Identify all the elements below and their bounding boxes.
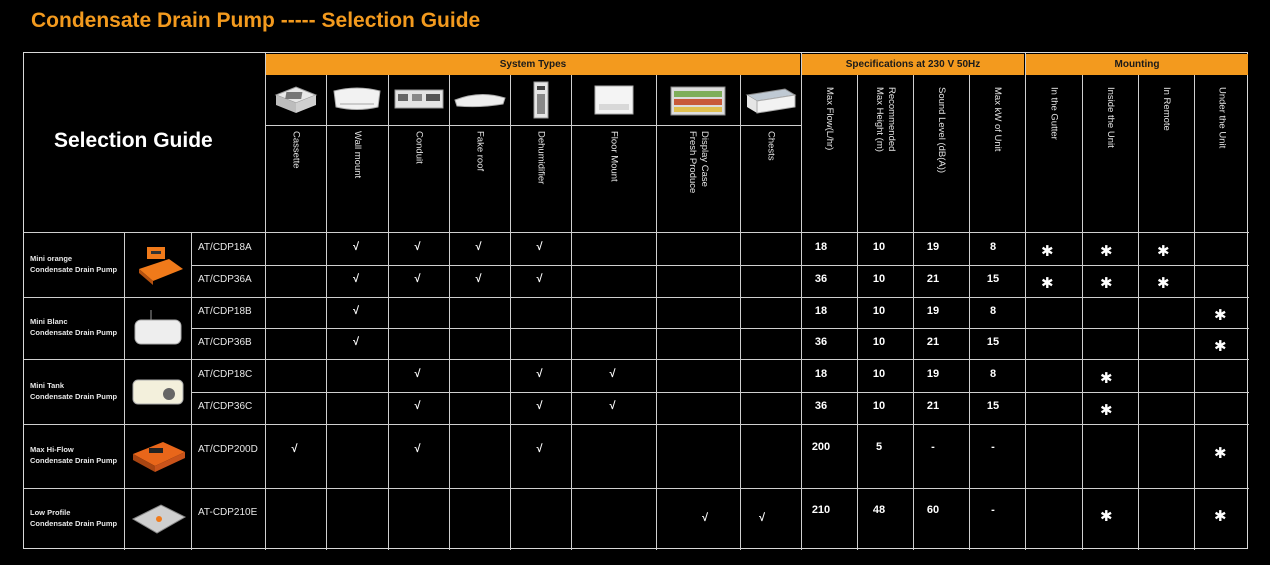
family-divider <box>24 424 1249 425</box>
model-number: AT/CDP18B <box>198 305 252 317</box>
family-name-line1: Mini Blanc <box>30 317 68 326</box>
dehumidifier-image <box>531 80 551 125</box>
model-number: AT/CDP36A <box>198 274 252 285</box>
mount-star: ✱ <box>1100 508 1113 525</box>
spec-label: Sound Level (dB(A)) <box>936 87 947 174</box>
family-name <box>30 444 117 466</box>
column-divider <box>801 53 802 550</box>
selection-table <box>23 52 1248 549</box>
model-number: AT/CDP18C <box>198 368 253 380</box>
check-mark: √ <box>759 512 766 524</box>
check-mark: √ <box>536 273 543 285</box>
family-name <box>30 253 117 275</box>
model-number: AT/CDP36C <box>198 401 253 412</box>
spec-value: 19 <box>926 367 940 380</box>
system-type-label: Fake roof <box>474 131 486 172</box>
column-divider <box>191 232 192 550</box>
spec-value: 15 <box>986 273 1000 285</box>
family-name <box>30 507 117 529</box>
spec-value: 10 <box>872 304 886 317</box>
check-mark: √ <box>609 367 616 380</box>
spec-value: 8 <box>989 304 997 317</box>
mounting-header: Mounting <box>1026 54 1248 75</box>
corner-label: Selection Guide <box>54 129 213 152</box>
family-divider <box>24 359 1249 360</box>
spec-value: 15 <box>986 400 1000 412</box>
check-mark: √ <box>475 240 482 253</box>
column-divider <box>1025 53 1026 550</box>
mount-star: ✱ <box>1214 445 1227 462</box>
mount-star: ✱ <box>1214 337 1227 355</box>
column-divider <box>571 75 572 550</box>
family-divider <box>24 297 1249 298</box>
mounting-label: Inside the Unit <box>1105 87 1116 148</box>
system-type-label: Wall mount <box>352 131 363 179</box>
check-mark: √ <box>414 400 421 412</box>
spec-value: 10 <box>872 240 886 253</box>
column-divider <box>510 75 511 550</box>
column-divider <box>1138 75 1139 550</box>
mounting-label: In the Gutter <box>1048 87 1060 140</box>
check-mark: √ <box>609 400 616 412</box>
spec-value: - <box>991 441 995 453</box>
spec-value: 19 <box>926 304 940 317</box>
mount-star: ✱ <box>1157 242 1170 260</box>
check-mark: √ <box>353 240 360 253</box>
spec-value: 15 <box>986 335 1000 348</box>
system-types-header: System Types <box>266 54 800 75</box>
check-mark: √ <box>353 335 360 348</box>
column-divider <box>857 75 858 550</box>
check-mark: √ <box>536 367 543 380</box>
spec-value: 200 <box>811 441 831 453</box>
column-divider <box>265 53 266 550</box>
mounting-label: Under the Unit <box>1216 87 1228 149</box>
system-type-label: Chests <box>765 131 777 161</box>
spec-value: 5 <box>875 441 883 453</box>
row-divider <box>191 265 1249 266</box>
system-type-label: Cassette <box>290 131 302 169</box>
model-number: AT/CDP36B <box>198 336 252 348</box>
pump-image <box>129 370 187 414</box>
row-divider <box>191 328 1249 329</box>
column-divider <box>449 75 450 550</box>
spec-value: 60 <box>926 504 940 516</box>
check-mark: √ <box>702 512 709 524</box>
column-divider <box>740 75 741 550</box>
chests-image <box>745 85 797 120</box>
spec-value: 10 <box>872 335 886 348</box>
floor-mount-image <box>593 84 635 121</box>
family-name-line2: Condensate Drain Pump <box>30 519 118 528</box>
spec-value: 48 <box>872 504 886 516</box>
check-mark: √ <box>353 304 360 317</box>
check-mark: √ <box>536 443 543 455</box>
row-divider <box>191 392 1249 393</box>
check-mark: √ <box>414 367 421 380</box>
family-name-line1: Mini Tank <box>30 380 65 390</box>
spec-label: Max kW of Unit <box>992 87 1003 152</box>
fake-roof-image <box>453 88 507 117</box>
spec-value: 18 <box>814 240 828 253</box>
wall-mount-image <box>332 85 382 120</box>
spec-value: 210 <box>811 504 831 516</box>
column-divider <box>1194 75 1195 550</box>
column-divider <box>388 75 389 550</box>
system-type-label: Display Case Fresh Produce <box>687 131 710 194</box>
page-title: Condensate Drain Pump ----- Selection Guide <box>31 9 481 32</box>
family-name-line1: Max Hi-Flow <box>30 445 74 454</box>
system-type-label: Dehumidifier <box>535 131 547 185</box>
spec-value: 10 <box>872 273 886 285</box>
spec-value: 10 <box>872 367 886 380</box>
check-mark: √ <box>414 240 421 253</box>
display-case-image <box>669 83 727 122</box>
spec-label: Recommended Max Height (m) <box>874 87 897 152</box>
spec-value: 21 <box>926 335 940 348</box>
spec-value: 36 <box>814 400 828 412</box>
family-name <box>30 316 117 338</box>
spec-value: - <box>991 504 995 516</box>
check-mark: √ <box>475 273 482 285</box>
mount-star: ✱ <box>1041 242 1054 260</box>
spec-value: 18 <box>814 304 828 317</box>
mount-star: ✱ <box>1214 306 1227 324</box>
family-name-line1: Low Profile <box>30 508 71 517</box>
check-mark: √ <box>414 273 421 285</box>
column-divider <box>656 75 657 550</box>
model-number: AT-CDP210E <box>198 507 258 518</box>
spec-value: 19 <box>926 240 940 253</box>
spec-value: 21 <box>926 273 940 285</box>
header-bottom-line <box>24 232 1249 233</box>
spec-value: 21 <box>926 400 940 412</box>
spec-value: 8 <box>989 367 997 380</box>
mount-star: ✱ <box>1157 275 1170 292</box>
family-name-line2: Condensate Drain Pump <box>30 328 118 337</box>
cassette-image <box>272 83 320 122</box>
pump-image <box>129 497 187 541</box>
column-divider <box>326 75 327 550</box>
check-mark: √ <box>291 443 298 455</box>
mount-star: ✱ <box>1041 275 1054 292</box>
check-mark: √ <box>353 273 360 285</box>
image-row-divider <box>265 125 801 126</box>
mount-star: ✱ <box>1100 402 1113 419</box>
pump-image <box>129 434 187 478</box>
pump-image <box>129 243 187 287</box>
spec-value: 8 <box>989 240 997 253</box>
column-divider <box>124 232 125 550</box>
check-mark: √ <box>536 400 543 412</box>
model-number: AT/CDP200D <box>198 444 258 455</box>
pump-image <box>129 306 187 350</box>
mounting-label: In Remote <box>1161 87 1172 131</box>
spec-value: 10 <box>872 400 886 412</box>
spec-value: 36 <box>814 335 828 348</box>
family-name-line2: Condensate Drain Pump <box>30 391 118 401</box>
mount-star: ✱ <box>1100 242 1113 260</box>
family-name-line2: Condensate Drain Pump <box>30 264 118 274</box>
family-name <box>30 380 117 402</box>
family-name-line1: Mini orange <box>30 253 73 263</box>
conduit-image <box>392 86 446 119</box>
spec-value: - <box>931 441 935 453</box>
column-divider <box>969 75 970 550</box>
mount-star: ✱ <box>1100 369 1113 387</box>
column-divider <box>913 75 914 550</box>
spec-value: 18 <box>814 367 828 380</box>
check-mark: √ <box>536 240 543 253</box>
column-divider <box>1082 75 1083 550</box>
mount-star: ✱ <box>1100 275 1113 292</box>
model-number: AT/CDP18A <box>198 241 252 253</box>
check-mark: √ <box>414 443 421 455</box>
spec-value: 36 <box>814 273 828 285</box>
specs-header: Specifications at 230 V 50Hz <box>802 54 1024 75</box>
system-type-label: Floor Mount <box>608 131 620 182</box>
system-type-label: Conduit <box>413 131 425 164</box>
mount-star: ✱ <box>1214 508 1227 525</box>
family-name-line2: Condensate Drain Pump <box>30 456 118 465</box>
spec-label: Max Flow(L/hr) <box>824 87 835 151</box>
family-divider <box>24 488 1249 489</box>
